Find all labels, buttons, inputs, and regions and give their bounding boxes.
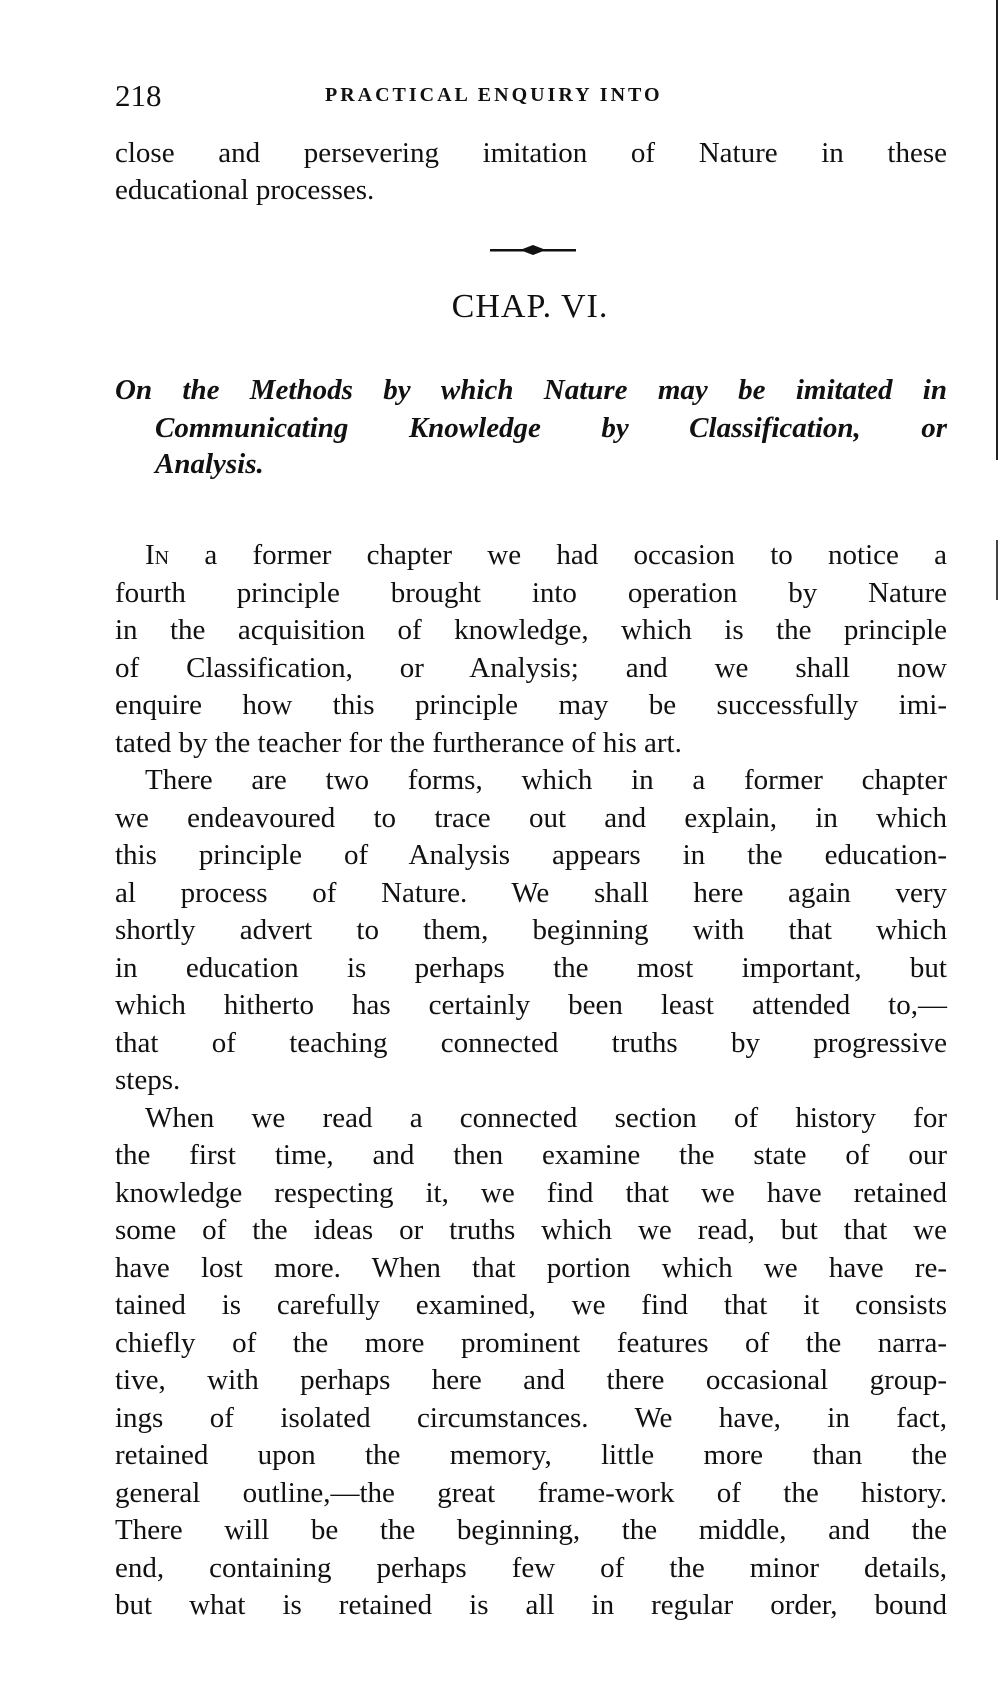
text-line: When we read a connected section of history for: [145, 1101, 947, 1134]
chapter-subtitle-line: Communicating Knowledge by Classification, or: [155, 412, 947, 444]
text-line: but what is retained is all in regular order, bound: [115, 1589, 947, 1621]
running-title: PRACTICAL ENQUIRY INTO: [325, 84, 663, 106]
text-line: in education is perhaps the most important, but: [115, 951, 947, 984]
text-line: steps.: [115, 1064, 181, 1096]
text-line: that of teaching connected truths by progressive: [115, 1026, 947, 1059]
text-line: retained upon the memory, little more than the: [115, 1439, 947, 1471]
text-line: of Classification, or Analysis; and we shall now: [115, 651, 947, 684]
text-line: close and persevering imitation of Nature in these: [115, 137, 947, 169]
text-line: tated by the teacher for the furtherance of his art.: [115, 726, 682, 759]
page-edge: [996, 0, 998, 460]
text-line: educational processes.: [115, 174, 375, 206]
text-line: fourth principle brought into operation by Nature: [115, 576, 947, 609]
page-number: 218: [115, 78, 162, 113]
chapter-subtitle-line: On the Methods by which Nature may be imitated in: [115, 374, 947, 406]
text-line: [145, 536, 947, 574]
text-line: some of the ideas or truths which we read, but that we: [115, 1214, 947, 1246]
text-line: chiefly of the more prominent features of the narra-: [115, 1326, 947, 1359]
text-line: which hitherto has certainly been least attended to,—: [115, 989, 947, 1021]
text-line: tive, with perhaps here and there occasional group-: [115, 1364, 947, 1396]
text-line: There are two forms, which in a former chapter: [145, 764, 947, 796]
text-line: shortly advert to them, beginning with that which: [115, 914, 947, 946]
text-line: al process of Nature. We shall here again very: [115, 876, 947, 909]
chapter-subtitle-line: Analysis.: [155, 448, 264, 480]
page-edge: [996, 540, 998, 600]
text-line: knowledge respecting it, we find that we have retained: [115, 1176, 947, 1209]
text-line: have lost more. When that portion which we have re-: [115, 1251, 947, 1284]
text-line: we endeavoured to trace out and explain, in which: [115, 801, 947, 834]
text-line: in the acquisition of knowledge, which is the principle: [115, 614, 947, 646]
text-line: enquire how this principle may be successfully imi-: [115, 689, 947, 721]
chapter-heading: CHAP. VI.: [451, 288, 609, 325]
text-line: the first time, and then examine the state of our: [115, 1139, 947, 1171]
text-line: this principle of Analysis appears in the education-: [115, 839, 947, 871]
rule-with-diamond-icon: [490, 245, 576, 255]
text-line: end, containing perhaps few of the minor details,: [115, 1551, 947, 1584]
paragraph-lead-word: In: [145, 539, 170, 571]
text-line: ings of isolated circumstances. We have, in fact,: [115, 1401, 947, 1434]
running-header: [115, 78, 947, 114]
text-line: tained is carefully examined, we find that it consists: [115, 1289, 947, 1321]
text-line: general outline,—the great frame-work of the history.: [115, 1476, 947, 1509]
text-line-rest: a former chapter we had occasion to notice a: [169, 539, 947, 571]
text-line: There will be the beginning, the middle, and the: [115, 1514, 947, 1546]
